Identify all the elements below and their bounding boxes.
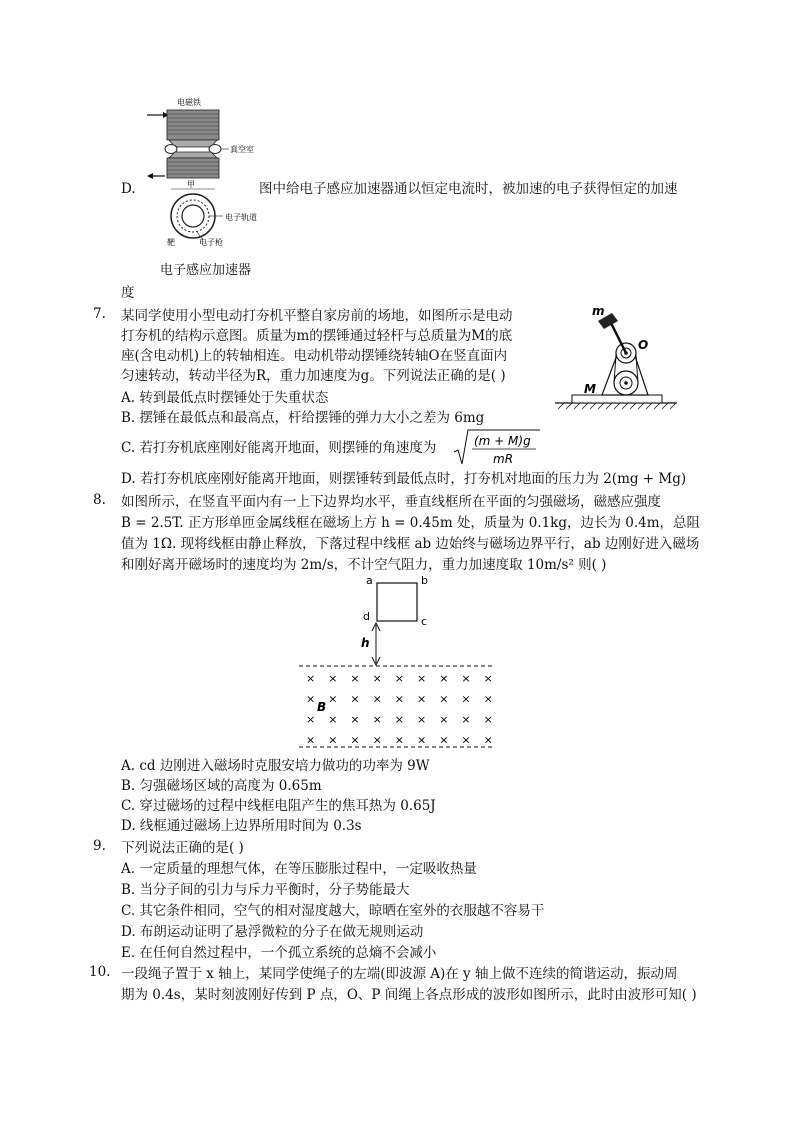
- field-cross-mark: ×: [306, 733, 316, 747]
- q8-stem-line2: B = 2.5T. 正方形单匝金属线框在磁场上方 h = 0.45m 处，质量为 0.1kg，边长为 0.4m，总阻: [121, 515, 701, 531]
- field-cross-mark: ×: [394, 692, 405, 706]
- field-cross-mark: ×: [328, 692, 338, 706]
- magnetic-field-figure: [295, 574, 500, 754]
- field-cross-mark: ×: [328, 713, 338, 726]
- frame-label-a: a: [366, 574, 373, 587]
- field-cross-mark: ×: [372, 672, 382, 685]
- field-cross-mark: ×: [328, 733, 338, 747]
- field-cross-mark: ×: [461, 733, 471, 747]
- field-cross-mark: ×: [350, 672, 360, 685]
- tamper-label-m: m: [592, 305, 605, 318]
- label-h: h: [361, 636, 370, 650]
- tamper-label-M: M: [584, 382, 596, 396]
- q7-option-d: D. 若打夯机底座刚好能离开地面，则摆锤转到最低点时，打夯机对地面的压力为 2(mg + Mg): [121, 471, 687, 487]
- field-cross-mark: ×: [483, 672, 493, 685]
- q10-number: 10.: [89, 964, 111, 980]
- field-cross-mark: ×: [394, 713, 405, 726]
- q9-number: 9.: [93, 838, 106, 854]
- q10-stem-line1: 一段绳子置于 x 轴上，某同学使绳子的左端(即波源 A)在 y 轴上做不连续的简谐运动，振动周: [121, 966, 678, 982]
- q7-formula-numerator: (m + M)g: [474, 434, 531, 448]
- q8-stem-line1: 如图所示，在竖直平面内有一上下边界均水平，垂直线框所在平面的匀强磁场，磁感应强度: [121, 494, 661, 510]
- frame-label-b: b: [421, 574, 428, 587]
- q8-option-b: B. 匀强磁场区域的高度为 0.65m: [121, 778, 322, 794]
- field-cross-mark: ×: [372, 692, 382, 706]
- field-cross-mark: ×: [483, 713, 493, 726]
- label-target: 靶: [167, 238, 175, 247]
- q7-option-a: A. 转到最低点时摆锤处于失重状态: [121, 390, 329, 406]
- field-cross-mark: ×: [372, 713, 382, 726]
- label-orbit: 电子轨道: [225, 213, 257, 222]
- label-magnet: 电磁铁: [177, 98, 201, 107]
- field-cross-mark: ×: [483, 692, 493, 706]
- field-cross-mark: ×: [417, 713, 427, 726]
- q9-option-a: A. 一定质量的理想气体，在等压膨胀过程中，一定吸收热量: [121, 861, 477, 877]
- field-cross-mark: ×: [350, 733, 360, 747]
- q9-option-b: B. 当分子间的引力与斥力平衡时，分子势能最大: [121, 882, 410, 898]
- q8-option-c: C. 穿过磁场的过程中线框电阻产生的焦耳热为 0.65J: [121, 798, 436, 814]
- q9-option-c: C. 其它条件相同，空气的相对湿度越大，晾晒在室外的衣服越不容易干: [121, 903, 545, 919]
- q8-stem-line4: 和刚好离开磁场时的速度均为 2m/s，不计空气阻力，重力加速度取 10m/s² 则( ): [121, 557, 607, 573]
- q8-option-d: D. 线框通过磁场上边界所用时间为 0.3s: [121, 818, 362, 834]
- field-cross-mark: ×: [417, 733, 427, 747]
- field-cross-mark: ×: [350, 713, 360, 726]
- field-cross-mark: ×: [483, 733, 493, 747]
- q7-stem-line2: 打夯机的结构示意图。质量为m的摆锤通过轻杆与总质量为M的底: [121, 328, 513, 344]
- label-gun: 电子枪: [199, 238, 223, 247]
- q9-stem: 下列说法正确的是( ): [121, 840, 244, 856]
- q6-option-d-letter: D.: [121, 181, 136, 197]
- field-cross-mark: ×: [461, 692, 471, 706]
- q7-option-c: C. 若打夯机底座刚好能离开地面，则摆锤的角速度为: [121, 440, 437, 456]
- field-cross-mark: ×: [306, 692, 316, 706]
- frame-label-c: c: [421, 615, 428, 628]
- tamper-label-O: O: [638, 338, 649, 352]
- q8-number: 8.: [93, 492, 106, 508]
- field-cross-mark: ×: [306, 672, 316, 685]
- q9-option-d: D. 布朗运动证明了悬浮微粒的分子在做无规则运动: [121, 924, 424, 940]
- q6-option-d-text: 图中给电子感应加速器通以恒定电流时，被加速的电子获得恒定的加速: [259, 181, 678, 197]
- field-cross-mark: ×: [417, 672, 427, 685]
- q8-stem-line3: 值为 1Ω. 现将线框由静止释放，下落过程中线框 ab 边始终与磁场边界平行，ab 边刚好进入磁场: [121, 536, 700, 552]
- frame-label-d: d: [363, 610, 370, 623]
- label-vacuum: 真空室: [230, 145, 254, 154]
- field-crosses: [306, 672, 493, 747]
- q7-option-b: B. 摆锤在最低点和最高点，杆给摆锤的弹力大小之差为 6mg: [121, 410, 485, 426]
- q7-stem-line3: 座(含电动机)上的转轴相连。电动机带动摆锤绕转轴O在竖直面内: [121, 348, 508, 364]
- field-cross-mark: ×: [372, 733, 382, 747]
- field-cross-mark: ×: [439, 692, 449, 706]
- q7-stem-line4: 匀速转动，转动半径为R，重力加速度为g。下列说法正确的是( ): [121, 368, 506, 384]
- field-cross-mark: ×: [417, 692, 427, 706]
- field-cross-mark: ×: [306, 713, 316, 726]
- field-cross-mark: ×: [439, 733, 449, 747]
- q8-option-a: A. cd 边刚进入磁场时克服安培力做功的功率为 9W: [121, 758, 430, 774]
- field-cross-mark: ×: [439, 672, 449, 685]
- tamper-figure: [550, 305, 680, 417]
- q10-stem-line2: 期为 0.4s，某时刻波刚好传到 P 点，O、P 间绳上各点形成的波形如图所示，此时由波形可知( ): [121, 987, 697, 1003]
- field-cross-mark: ×: [394, 733, 405, 747]
- q7-formula-denominator: mR: [493, 452, 514, 466]
- label-jia: 甲: [187, 180, 195, 189]
- q7-stem-line1: 某同学使用小型电动打夯机平整自家房前的场地，如图所示是电动: [121, 308, 513, 324]
- q7-number: 7.: [93, 306, 106, 322]
- label-B: B: [317, 700, 327, 714]
- field-cross-mark: ×: [394, 672, 405, 685]
- q7-option-c-formula: [452, 428, 542, 468]
- q6-option-d-text-cont: 度: [121, 285, 135, 301]
- field-cross-mark: ×: [439, 713, 449, 726]
- field-cross-mark: ×: [350, 692, 360, 706]
- accelerator-caption: 电子感应加速器: [160, 263, 252, 278]
- field-cross-mark: ×: [328, 672, 338, 685]
- field-cross-mark: ×: [461, 713, 471, 726]
- accelerator-figure: [145, 92, 270, 247]
- field-cross-mark: ×: [461, 672, 471, 685]
- q9-option-e: E. 在任何自然过程中，一个孤立系统的总熵不会减小: [121, 945, 437, 961]
